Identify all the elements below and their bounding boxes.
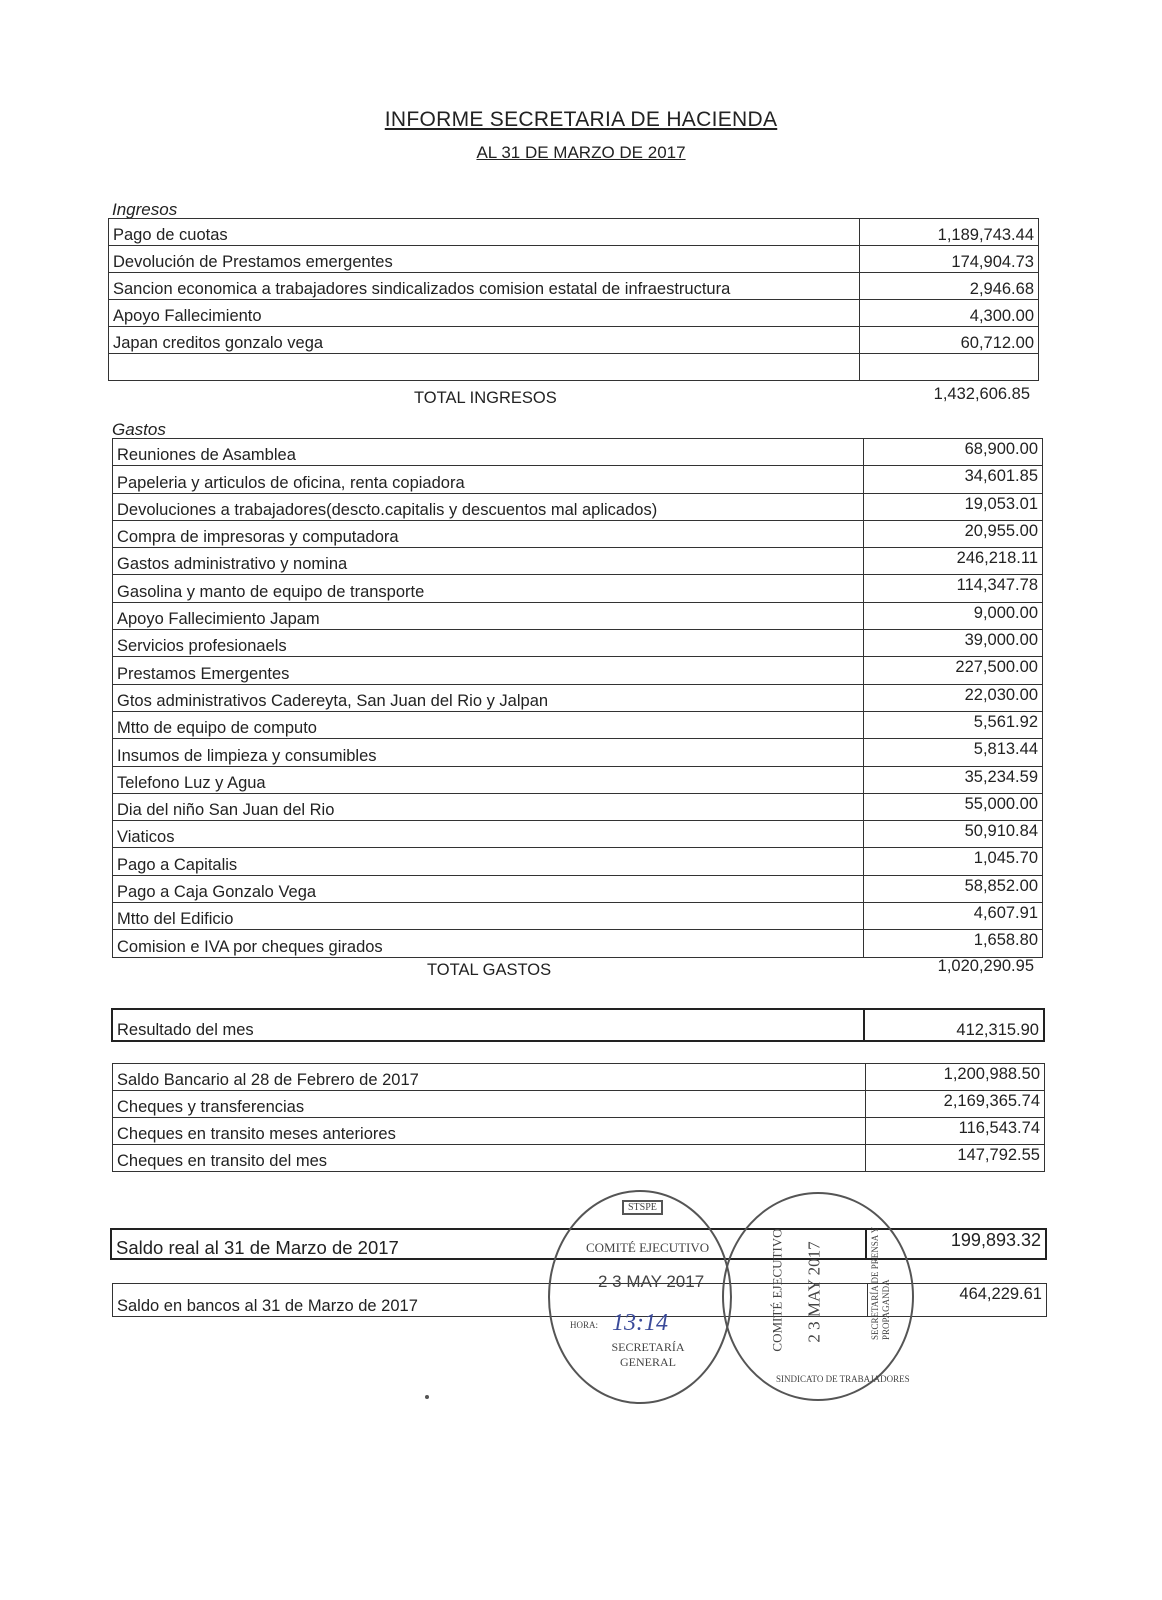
row-value: 1,189,743.44	[860, 219, 1039, 246]
table-row	[113, 875, 1043, 902]
row-label: Viaticos	[113, 821, 864, 848]
blank-cell	[860, 354, 1039, 381]
row-value: 50,910.84	[864, 821, 1043, 848]
table-row	[113, 548, 1043, 575]
table-row	[113, 739, 1043, 766]
row-label: Mtto de equipo de computo	[113, 711, 864, 738]
resultado-value: 412,315.90	[864, 1009, 1044, 1041]
table-row	[113, 439, 1043, 466]
stamp-right	[722, 1192, 914, 1401]
stamp-left-title: COMITÉ EJECUTIVO	[586, 1240, 710, 1255]
table-row	[113, 602, 1043, 629]
table-row	[109, 300, 1039, 327]
row-value: 35,234.59	[864, 766, 1043, 793]
table-row	[113, 766, 1043, 793]
saldo-bancos-label: Saldo en bancos al 31 de Marzo de 2017	[113, 1284, 868, 1317]
row-value: 39,000.00	[864, 630, 1043, 657]
row-value: 2,946.68	[860, 273, 1039, 300]
row-label: Papeleria y articulos de oficina, renta copiadora	[113, 466, 864, 493]
row-label: Insumos de limpieza y consumibles	[113, 739, 864, 766]
total-ingresos-value: 1,432,606.85	[933, 385, 1030, 403]
row-value: 60,712.00	[860, 327, 1039, 354]
table-row	[113, 520, 1043, 547]
row-label: Cheques en transito meses anteriores	[113, 1118, 866, 1145]
table-row	[113, 1145, 1045, 1172]
table-row	[113, 657, 1043, 684]
gastos-heading: Gastos	[112, 420, 166, 439]
table-row	[109, 273, 1039, 300]
stamp-left-date: 2 3 MAY 2017	[598, 1272, 705, 1291]
saldo-real-value: 199,893.32	[866, 1229, 1046, 1259]
table-row	[109, 327, 1039, 354]
row-value: 4,607.91	[864, 903, 1043, 930]
row-value: 5,561.92	[864, 711, 1043, 738]
row-value: 4,300.00	[860, 300, 1039, 327]
row-value: 22,030.00	[864, 684, 1043, 711]
row-label: Gtos administrativos Cadereyta, San Juan del Rio y Jalpan	[113, 684, 864, 711]
table-row	[113, 1064, 1045, 1091]
blank-cell	[109, 354, 860, 381]
row-label: Dia del niño San Juan del Rio	[113, 793, 864, 820]
row-value: 5,813.44	[864, 739, 1043, 766]
row-label: Gastos administrativo y nomina	[113, 548, 864, 575]
resultado-table	[111, 1008, 1045, 1042]
row-label: Pago a Caja Gonzalo Vega	[113, 875, 864, 902]
stamp-left-hora: HORA:	[570, 1320, 599, 1330]
row-value: 227,500.00	[864, 657, 1043, 684]
row-value: 147,792.55	[866, 1145, 1045, 1172]
blank-row	[109, 354, 1039, 381]
row-label: Cheques y transferencias	[113, 1091, 866, 1118]
table-row	[113, 684, 1043, 711]
stamp-left-signature: 13:14	[612, 1310, 668, 1336]
total-gastos-label: TOTAL GASTOS	[427, 961, 552, 979]
stamp-right-title: COMITÉ EJECUTIVO	[769, 1228, 785, 1352]
row-label: Apoyo Fallecimiento Japam	[113, 602, 864, 629]
saldo-real-label: Saldo real al 31 de Marzo de 2017	[111, 1229, 866, 1259]
saldos-table	[112, 1063, 1045, 1172]
stspe-logo: STSPE	[622, 1200, 663, 1215]
stamp-right-office: SECRETARÍA DE PRENSA Y PROPAGANDA	[870, 1227, 891, 1340]
table-row	[113, 1091, 1045, 1118]
scan-speck	[425, 1395, 429, 1399]
row-label: Devoluciones a trabajadores(descto.capitalis y descuentos mal aplicados)	[113, 493, 864, 520]
row-label: Pago de cuotas	[109, 219, 860, 246]
table-row	[113, 821, 1043, 848]
table-row	[109, 219, 1039, 246]
row-value: 58,852.00	[864, 875, 1043, 902]
row-label: Japan creditos gonzalo vega	[109, 327, 860, 354]
row-label: Saldo Bancario al 28 de Febrero de 2017	[113, 1064, 866, 1091]
row-label: Pago a Capitalis	[113, 848, 864, 875]
total-ingresos-label: TOTAL INGRESOS	[414, 389, 557, 407]
stamp-left-office: SECRETARÍA GENERAL	[611, 1340, 685, 1369]
document-subtitle: AL 31 DE MARZO DE 2017	[476, 143, 686, 162]
row-value: 9,000.00	[864, 602, 1043, 629]
table-row	[113, 493, 1043, 520]
total-gastos-value: 1,020,290.95	[937, 957, 1034, 975]
row-label: Prestamos Emergentes	[113, 657, 864, 684]
table-row	[109, 246, 1039, 273]
row-value: 55,000.00	[864, 793, 1043, 820]
table-row	[113, 848, 1043, 875]
row-value: 1,200,988.50	[866, 1064, 1045, 1091]
row-label: Mtto del Edificio	[113, 903, 864, 930]
row-value: 114,347.78	[864, 575, 1043, 602]
row-label: Telefono Luz y Agua	[113, 766, 864, 793]
row-label: Sancion economica a trabajadores sindicalizados comision estatal de infraestructura	[109, 273, 860, 300]
gastos-table	[112, 438, 1043, 958]
table-row	[113, 575, 1043, 602]
stamp-right-date: 2 3 MAY 2017	[804, 1241, 824, 1343]
row-value: 1,045.70	[864, 848, 1043, 875]
row-value: 1,658.80	[864, 930, 1043, 957]
saldo-bancos-value: 464,229.61	[868, 1284, 1047, 1317]
ingresos-heading: Ingresos	[112, 200, 178, 219]
row-label: Cheques en transito del mes	[113, 1145, 866, 1172]
resultado-label: Resultado del mes	[112, 1009, 864, 1041]
row-label: Devolución de Prestamos emergentes	[109, 246, 860, 273]
row-label: Compra de impresoras y computadora	[113, 520, 864, 547]
document-title: INFORME SECRETARIA DE HACIENDA	[384, 108, 778, 131]
row-value: 19,053.01	[864, 493, 1043, 520]
row-value: 246,218.11	[864, 548, 1043, 575]
stamp-left	[548, 1190, 732, 1404]
ingresos-table	[108, 218, 1039, 381]
row-label: Servicios profesionaels	[113, 630, 864, 657]
row-value: 116,543.74	[866, 1118, 1045, 1145]
row-value: 174,904.73	[860, 246, 1039, 273]
row-value: 34,601.85	[864, 466, 1043, 493]
row-label: Apoyo Fallecimiento	[109, 300, 860, 327]
row-value: 20,955.00	[864, 520, 1043, 547]
table-row	[113, 903, 1043, 930]
table-row	[113, 630, 1043, 657]
table-row	[113, 930, 1043, 957]
table-row	[113, 793, 1043, 820]
table-row	[113, 466, 1043, 493]
row-label: Gasolina y manto de equipo de transporte	[113, 575, 864, 602]
table-row	[113, 711, 1043, 738]
stamp-right-ring: SINDICATO DE TRABAJADORES	[776, 1374, 910, 1384]
row-value: 68,900.00	[864, 439, 1043, 466]
row-label: Comision e IVA por cheques girados	[113, 930, 864, 957]
table-row	[113, 1118, 1045, 1145]
resultado-row	[112, 1009, 1044, 1041]
row-value: 2,169,365.74	[866, 1091, 1045, 1118]
row-label: Reuniones de Asamblea	[113, 439, 864, 466]
